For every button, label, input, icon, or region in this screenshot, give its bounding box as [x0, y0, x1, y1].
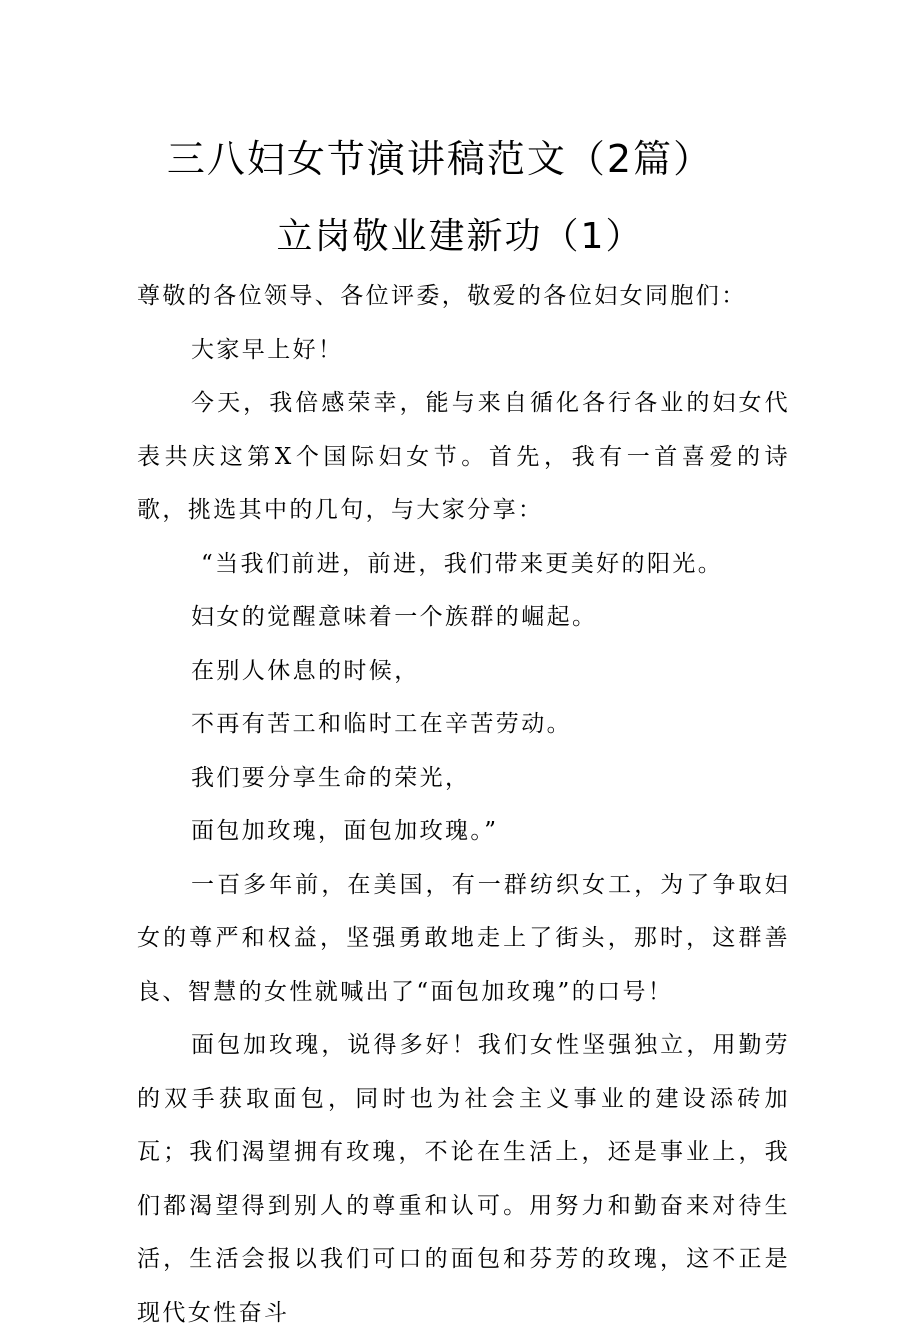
poem-line-2: 妇女的觉醒意味着一个族群的崛起。 — [191, 604, 598, 630]
poem-line-6: 面包加玫瑰，面包加玫瑰。” — [191, 818, 499, 844]
paragraph-3: 面包加玫瑰，说得多好！我们女性坚强独立，用勤劳的双手获取面包，同时也为社会主义事业的建设添砖加瓦；我们渴望拥有玫瑰，不论在生活上，还是事业上，我们都渴望得到别人的尊重和认可。用努力和勤奋来对待生活，生活会报以我们可口的面包和芬芳的玫瑰，这不正是现代女性奋斗 — [137, 1032, 790, 1326]
poem-line-1: “当我们前进，前进，我们带来更美好的阳光。 — [201, 550, 724, 577]
speech-subtitle: 立岗敬业建新功（1） — [276, 216, 644, 257]
document-title: 三八妇女节演讲稿范文（2篇） — [166, 137, 714, 181]
greeting: 大家早上好！ — [191, 336, 344, 363]
poem-line-5: 我们要分享生命的荣光， — [191, 764, 471, 791]
document-body — [137, 270, 790, 1340]
paragraph-2: 一百多年前，在美国，有一群纺织女工，为了争取妇女的尊严和权益，坚强勇敢地走上了街头，那时，这群善良、智慧的女性就喊出了“面包加玫瑰”的口号！ — [137, 871, 790, 1005]
poem-line-3: 在别人休息的时候， — [191, 657, 420, 684]
paragraph-1: 今天，我倍感荣幸，能与来自循化各行各业的妇女代表共庆这第X个国际妇女节。首先，我有一首喜爱的诗歌，挑选其中的几句，与大家分享： — [137, 390, 790, 523]
salutation: 尊敬的各位领导、各位评委，敬爱的各位妇女同胞们： — [137, 283, 747, 309]
poem-line-4: 不再有苦工和临时工在辛苦劳动。 — [191, 711, 572, 737]
